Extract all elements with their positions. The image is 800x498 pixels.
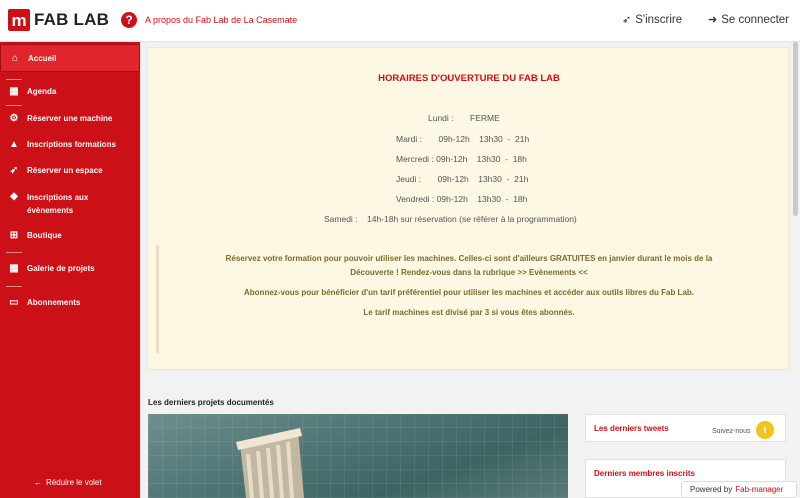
sidebar-item-label: Inscriptions aux — [27, 193, 89, 202]
hours-line-mercredi: Mercredi : 09h-12h 13h30 - 18h — [396, 154, 527, 164]
sign-in-icon: ➜ — [708, 14, 718, 26]
tweets-title: Les derniers tweets — [594, 424, 669, 433]
latest-members-title: Derniers membres inscrits — [594, 469, 695, 478]
notice-formation — [168, 252, 770, 280]
rocket-icon: ➶ — [9, 164, 19, 176]
th-icon: ▦ — [9, 262, 19, 274]
sidebar-item-reserver-machine[interactable] — [0, 111, 140, 125]
blockquote-bar — [156, 245, 159, 353]
cogs-icon: ⚙ — [9, 112, 19, 124]
rocket-icon: ➶ — [622, 14, 632, 26]
graduation-cap-icon: ▲ — [9, 138, 19, 150]
collapse-sidebar-button[interactable] — [34, 478, 102, 487]
sidebar-item-label: Agenda — [27, 86, 57, 96]
login-button[interactable] — [708, 13, 789, 26]
question-circle-icon: ? — [121, 12, 137, 28]
logo-mark: m — [8, 9, 30, 31]
top-header — [0, 0, 800, 42]
sidebar-separator — [6, 79, 22, 80]
tweets-card — [585, 414, 786, 442]
notice-formation-line2: Découverte ! Rendez-vous dans la rubrique >> Evènements << — [350, 268, 588, 277]
sidebar-item-label: Réserver une machine — [27, 113, 113, 123]
sidebar-item-agenda[interactable] — [0, 84, 140, 98]
calendar-icon: ▦ — [9, 85, 19, 97]
page-scrollbar[interactable] — [793, 42, 798, 216]
hours-line-lundi: Lundi : FERME — [428, 113, 500, 123]
cart-icon: ⊞ — [9, 229, 19, 241]
powered-by-badge[interactable] — [681, 481, 797, 498]
sidebar-item-label: Accueil — [28, 53, 57, 63]
sidebar-item-label: Abonnements — [27, 297, 81, 307]
project-thumbnail[interactable] — [148, 414, 568, 498]
hours-line-samedi: Samedi : 14h-18h sur réservation (se référer à la programmation) — [324, 214, 577, 224]
sidebar-item-abonnements[interactable] — [0, 295, 140, 309]
sidebar-item-boutique[interactable] — [0, 228, 140, 242]
notice-abonnement: Abonnez-vous pour bénéficier d'un tarif préférentiel pour utiliser les machines et accéder aux outils libres du Fab Lab. — [244, 288, 694, 297]
about-link[interactable] — [121, 12, 297, 28]
powered-by-brand: Fab-manager — [735, 485, 784, 494]
hours-line-vendredi: Vendredi : 09h-12h 13h30 - 18h — [396, 194, 528, 204]
follow-us-label[interactable]: Suivez-nous — [712, 428, 751, 435]
fablab-logo[interactable] — [8, 9, 109, 31]
signup-button[interactable] — [622, 13, 682, 26]
latest-projects-title: Les derniers projets documentés — [148, 398, 274, 407]
sidebar-item-label: Réserver un espace — [27, 165, 103, 175]
hours-line-jeudi: Jeudi : 09h-12h 13h30 - 21h — [396, 174, 529, 184]
sidebar-item-inscriptions-evenements[interactable] — [0, 191, 140, 217]
tags-icon: ◆ — [10, 191, 18, 202]
opening-hours-title: HORAIRES D'OUVERTURE DU FAB LAB — [378, 73, 560, 84]
sidebar-item-label: Boutique — [27, 230, 62, 240]
sidebar-item-label-wrap — [27, 191, 88, 217]
sidebar-item-label: Inscriptions formations — [27, 139, 116, 149]
credit-card-icon: ▭ — [9, 296, 19, 308]
logo-text: FAB LAB — [34, 10, 110, 29]
hours-line-mardi: Mardi : 09h-12h 13h30 - 21h — [396, 134, 530, 144]
sidebar — [0, 42, 140, 498]
sidebar-separator — [6, 252, 22, 253]
sidebar-item-inscriptions-formations[interactable] — [0, 137, 140, 151]
powered-by-label: Powered by — [690, 485, 733, 494]
project-chair-model-image — [148, 414, 568, 498]
notice-tarif: Le tarif machines est divisé par 3 si vous êtes abonnés. — [363, 308, 575, 317]
sidebar-item-label-line2: évènements — [27, 206, 74, 215]
sidebar-item-reserver-espace[interactable] — [0, 163, 140, 177]
collapse-label: Réduire le volet — [46, 478, 102, 487]
home-icon: ⌂ — [11, 52, 19, 64]
sidebar-item-accueil[interactable] — [0, 44, 140, 72]
notice-formation-line1: Réservez votre formation pour pouvoir utiliser les machines. Celles-ci sont d'ailleurs GRATUITES en janvier durant le mois de la — [225, 254, 713, 263]
opening-hours-panel — [147, 47, 789, 370]
twitter-icon[interactable]: t — [756, 421, 774, 439]
signup-label: S'inscrire — [635, 13, 683, 26]
sidebar-separator — [6, 286, 22, 287]
sidebar-separator — [6, 105, 22, 106]
login-label: Se connecter — [721, 13, 789, 26]
sidebar-item-galerie-projets[interactable] — [0, 261, 140, 275]
about-link-label: A propos du Fab Lab de La Casemate — [145, 15, 298, 25]
sidebar-item-label: Galerie de projets — [27, 263, 95, 273]
arrow-left-icon: ← — [34, 478, 42, 487]
